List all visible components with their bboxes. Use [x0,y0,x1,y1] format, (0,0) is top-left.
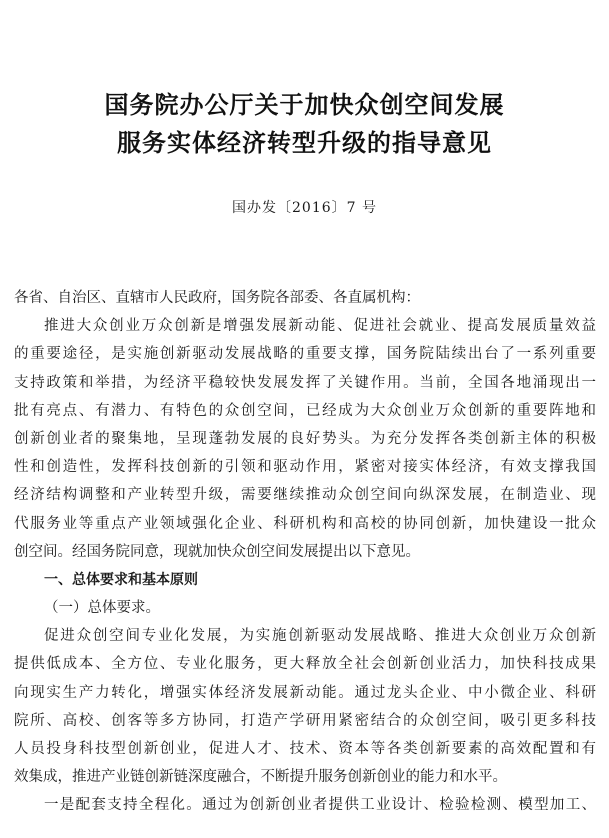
paragraph-line: 推进大众创业万众创新是增强发展新动能、促进社会就业、提高发展质量效益 [44,318,596,335]
paragraph-line: 向现实生产力转化，增强实体经济发展新动能。通过龙头企业、中小微企业、科研 [14,684,596,701]
paragraph-line: 效集成，推进产业链创新链深度融合，不断提升服务创新创业的能力和水平。 [14,769,507,786]
document-body [14,284,596,820]
document-title-line-1: 国务院办公厅关于加快众创空间发展 [104,91,505,119]
paragraph-line: 人员投身科技型创新创业，促进人才、技术、资本等各类创新要素的高效配置和有 [14,741,596,757]
paragraph-line: 创空间。经国务院同意，现就加快众创空间发展提出以下意见。 [14,543,420,560]
paragraph-line: 一是配套支持全程化。通过为创新创业者提供工业设计、检验检测、模型加工、 [44,797,596,814]
paragraph-line: 创新创业者的聚集地，呈现蓬勃发展的良好势头。为充分发挥各类创新主体的积极 [14,430,596,447]
section-heading: 一、总体要求和基本原则 [44,571,198,588]
paragraph-line: 的重要途径，是实施创新驱动发展战略的重要支撑，国务院陆续出台了一系列重要 [14,346,596,363]
subsection-heading: （一）总体要求。 [44,600,160,617]
document-number: 国办发〔2016〕7 号 [232,200,377,216]
paragraph-line: 经济结构调整和产业转型升级，需要继续推动众创空间向纵深发展，在制造业、现 [14,487,596,504]
paragraph-line: 促进众创空间专业化发展，为实施创新驱动发展战略、推进大众创业万众创新 [44,628,596,645]
paragraph-line: 提供低成本、全方位、专业化服务，更大释放全社会创新创业活力，加快科技成果 [14,656,596,673]
document-title-line-2: 服务实体经济转型升级的指导意见 [117,129,492,157]
paragraph-line: 批有亮点、有潜力、有特色的众创空间，已经成为大众创业万众创新的重要阵地和 [14,402,596,419]
paragraph-line: 支持政策和举措，为经济平稳较快发展发挥了关键作用。当前，全国各地涌现出一 [14,374,596,391]
paragraph-line: 性和创造性，发挥科技创新的引领和驱动作用，紧密对接实体经济，有效支撑我国 [14,459,596,476]
salutation: 各省、自治区、直辖市人民政府，国务院各部委、各直属机构： [14,290,420,306]
paragraph-line: 院所、高校、创客等多方协同，打造产学研用紧密结合的众创空间，吸引更多科技 [14,712,596,729]
paragraph-line: 代服务业等重点产业领域强化企业、科研机构和高校的协同创新，加快建设一批众 [14,515,596,532]
